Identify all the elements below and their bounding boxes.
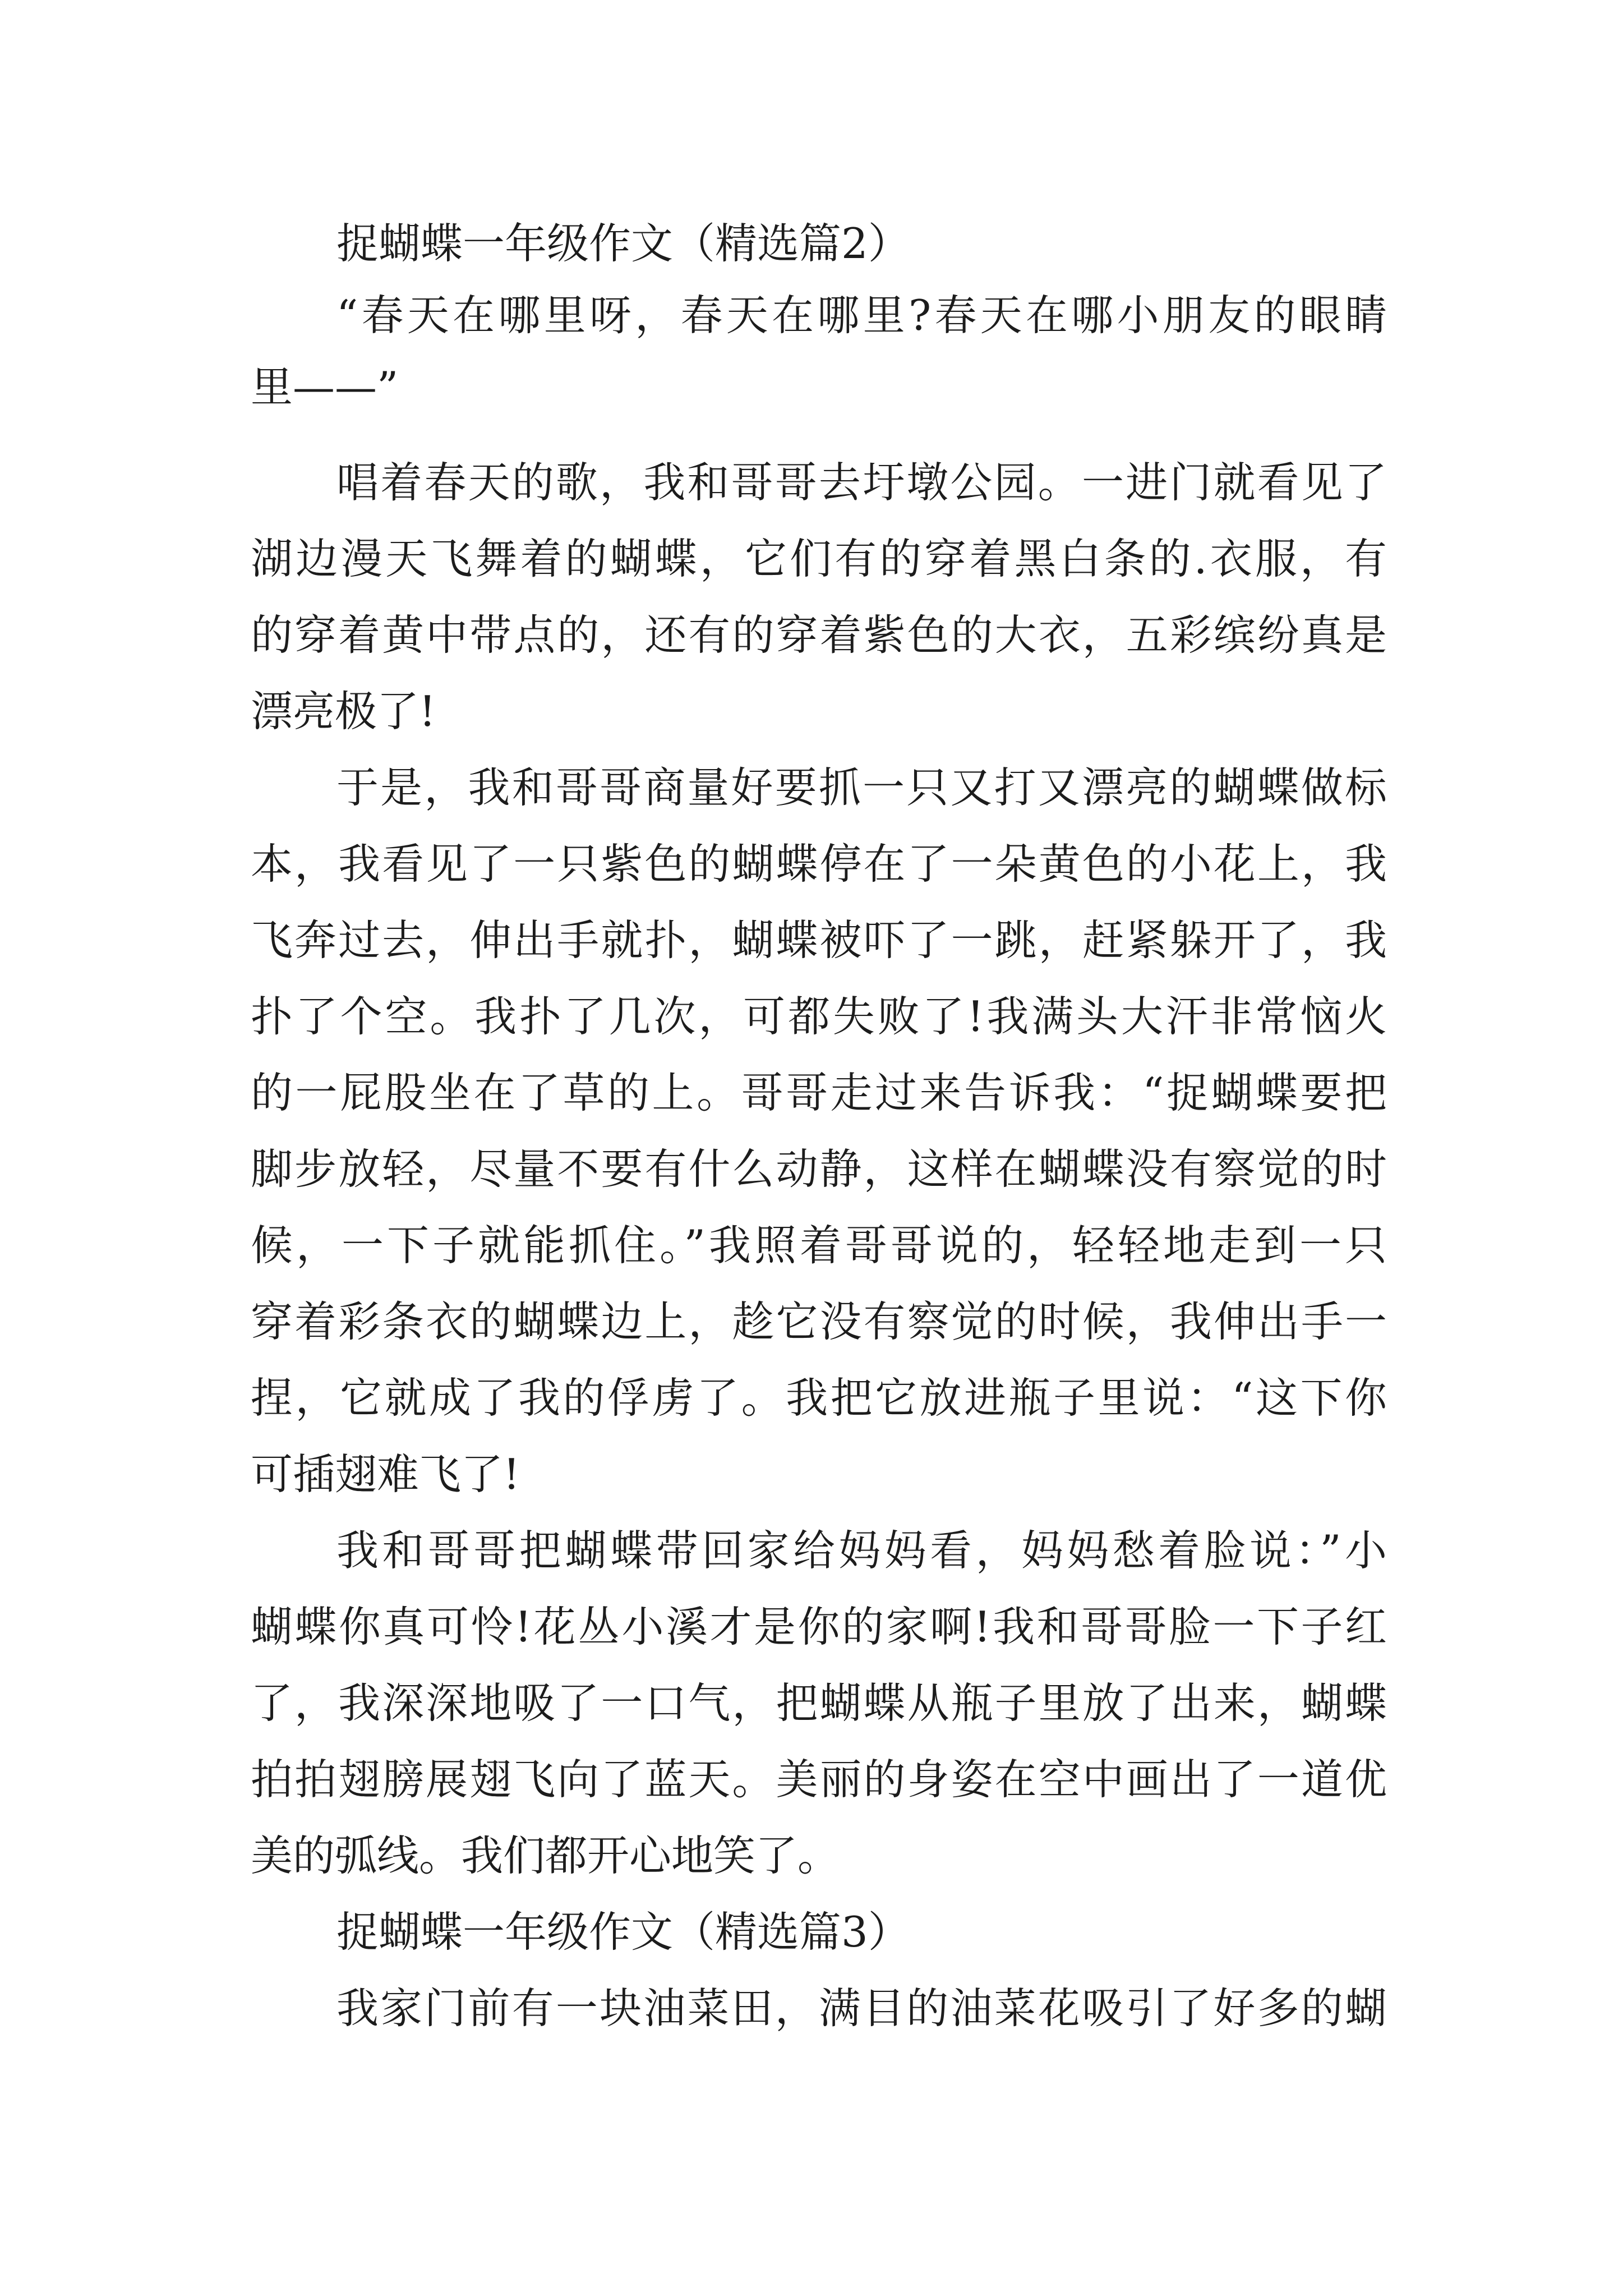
text-line: 扑了个空。我扑了几次，可都失败了!我满头大汗非常恼火 bbox=[251, 992, 1387, 1041]
text-line: 可插翅难飞了! bbox=[251, 1450, 520, 1499]
text-line: 于是，我和哥哥商量好要抓一只又打又漂亮的蝴蝶做标 bbox=[336, 763, 1387, 812]
text-line: 的穿着黄中带点的，还有的穿着紫色的大衣，五彩缤纷真是 bbox=[251, 610, 1387, 660]
text-line: 漂亮极了! bbox=[251, 687, 436, 736]
text-line: 里——” bbox=[251, 362, 399, 412]
text-line: 本，我看见了一只紫色的蝴蝶停在了一朵黄色的小花上，我 bbox=[251, 839, 1387, 889]
text-line: 拍拍翅膀展翅飞向了蓝天。美丽的身姿在空中画出了一道优 bbox=[251, 1755, 1387, 1804]
essay-section bbox=[251, 1894, 1387, 2046]
paragraph bbox=[251, 444, 1387, 749]
text-line: 唱着春天的歌，我和哥哥去圩墩公园。一进门就看见了 bbox=[336, 458, 1387, 507]
paragraph bbox=[251, 1512, 1387, 1894]
paragraph bbox=[251, 279, 1387, 423]
section-title: 捉蝴蝶一年级作文（精选篇3） bbox=[336, 1907, 910, 1957]
paragraph bbox=[251, 1970, 1387, 2046]
text-line: 脚步放轻，尽量不要有什么动静，这样在蝴蝶没有察觉的时 bbox=[251, 1144, 1387, 1194]
text-line: 湖边漫天飞舞着的蝴蝶，它们有的穿着黑白条的.衣服，有 bbox=[251, 534, 1387, 583]
document-page bbox=[251, 208, 1387, 2046]
text-line: 候，一下子就能抓住。”我照着哥哥说的，轻轻地走到一只 bbox=[251, 1221, 1387, 1270]
text-line: 我家门前有一块油菜田，满目的油菜花吸引了好多的蝴 bbox=[336, 1984, 1387, 2033]
text-line: “春天在哪里呀，春天在哪里?春天在哪小朋友的眼睛 bbox=[336, 291, 1387, 340]
text-line: 我和哥哥把蝴蝶带回家给妈妈看，妈妈愁着脸说：”小 bbox=[336, 1526, 1387, 1575]
text-line: 穿着彩条衣的蝴蝶边上，趁它没有察觉的时候，我伸出手一 bbox=[251, 1297, 1387, 1346]
paragraph bbox=[251, 749, 1387, 1512]
text-line: 飞奔过去，伸出手就扑，蝴蝶被吓了一跳，赶紧躲开了，我 bbox=[251, 915, 1387, 965]
text-line: 蝴蝶你真可怜!花丛小溪才是你的家啊!我和哥哥脸一下子红 bbox=[251, 1602, 1387, 1651]
section-title: 捉蝴蝶一年级作文（精选篇2） bbox=[336, 219, 910, 268]
text-line: 的一屁股坐在了草的上。哥哥走过来告诉我：“捉蝴蝶要把 bbox=[251, 1068, 1387, 1117]
essay-section bbox=[251, 208, 1387, 1894]
text-line: 美的弧线。我们都开心地笑了。 bbox=[251, 1831, 840, 1880]
text-line: 捏，它就成了我的俘虏了。我把它放进瓶子里说：“这下你 bbox=[251, 1373, 1387, 1423]
text-line: 了，我深深地吸了一口气，把蝴蝶从瓶子里放了出来，蝴蝶 bbox=[251, 1678, 1387, 1728]
